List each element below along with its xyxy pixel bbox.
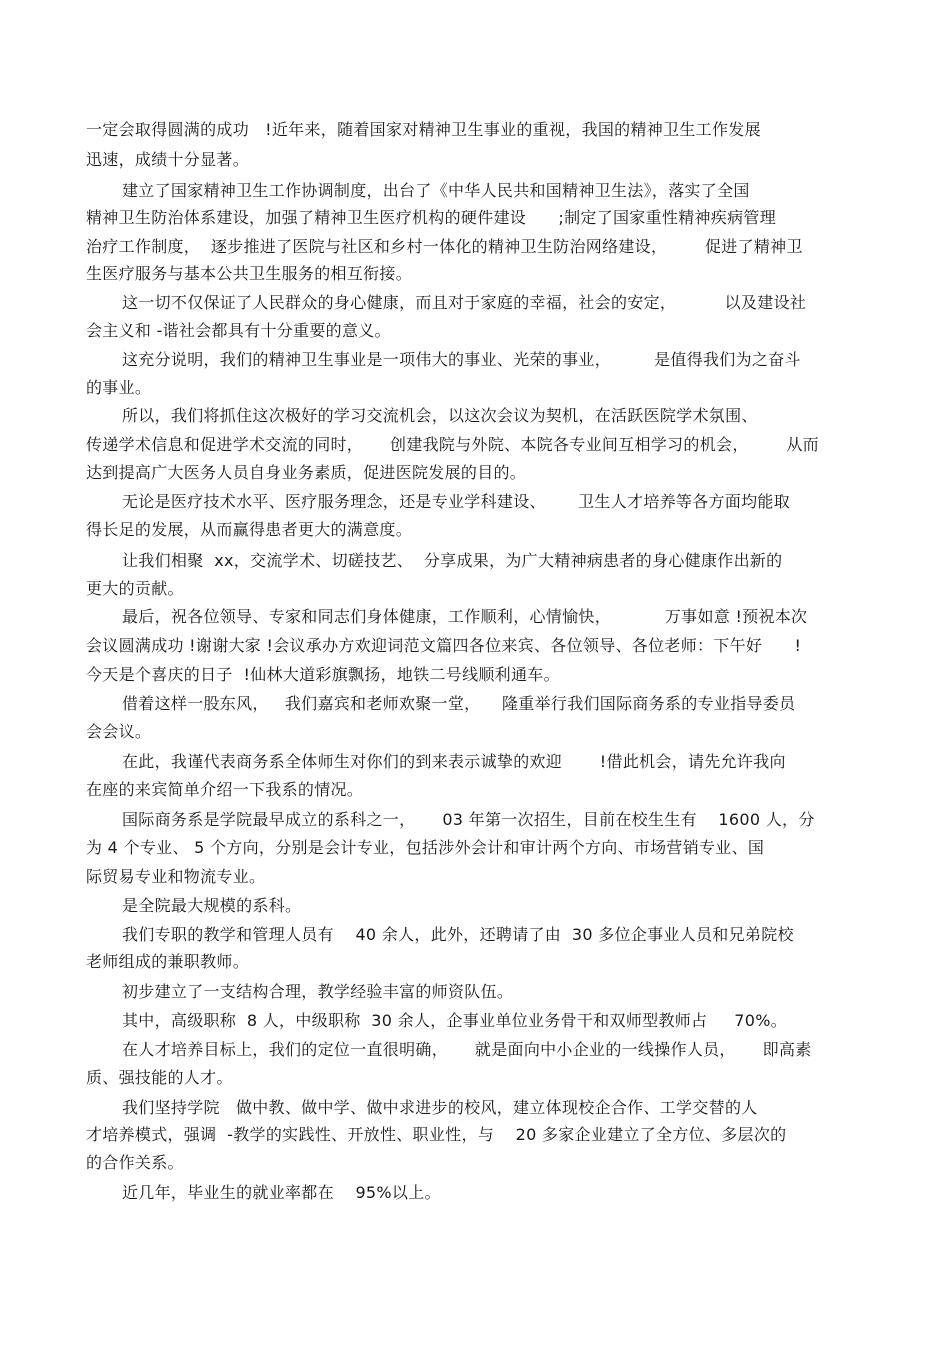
text-line: 会会议。	[86, 722, 152, 741]
text-line: 达到提高广大医务人员自身业务素质，促进医院发展的目的。	[86, 463, 527, 482]
text-line: 这充分说明，我们的精神卫生事业是一项伟大的事业、光荣的事业， 是值得我们为之奋斗	[122, 350, 801, 369]
text-line: 更大的贡献。	[86, 579, 184, 598]
text-line: 会议圆满成功 !谢谢大家 !会议承办方欢迎词范文篇四各位来宾、各位领导、各位老师：下午好 !	[86, 636, 802, 655]
text-line: 一定会取得圆满的成功 !近年来，随着国家对精神卫生事业的重视，我国的精神卫生工作发展	[86, 120, 761, 139]
text-line: 传递学术信息和促进学术交流的同时， 创建我院与外院、本院各专业间互相学习的机会， 从而	[86, 435, 819, 454]
text-line: 精神卫生防治体系建设，加强了精神卫生医疗机构的硬件建设 ;制定了国家重性精神疾病管理	[86, 208, 777, 227]
text-line: 近几年，毕业生的就业率都在 95%以上。	[122, 1183, 441, 1202]
text-line: 是全院最大规模的系科。	[122, 896, 302, 915]
text-line: 我们专职的教学和管理人员有 40 余人，此外，还聘请了由 30 多位企事业人员和兄弟院校	[122, 925, 794, 944]
text-line: 迅速，成绩十分显著。	[86, 150, 250, 169]
text-line: 初步建立了一支结构合理，教学经验丰富的师资队伍。	[122, 982, 514, 1001]
text-line: 的事业。	[86, 378, 152, 397]
text-line: 我们坚持学院 做中教、做中学、做中求进步的校风，建立体现校企合作、工学交替的人	[122, 1098, 758, 1117]
text-line: 让我们相聚 xx，交流学术、切磋技艺、 分享成果，为广大精神病患者的身心健康作出新的	[122, 551, 783, 570]
text-line: 在此，我谨代表商务系全体师生对你们的到来表示诚挚的欢迎 !借此机会，请先允许我向	[122, 752, 786, 771]
text-line: 最后，祝各位领导、专家和同志们身体健康，工作顺利，心情愉快， 万事如意 !预祝本次	[122, 607, 808, 626]
text-line: 今天是个喜庆的日子 !仙林大道彩旗飘扬，地铁二号线顺利通车。	[86, 665, 560, 684]
text-line: 其中，高级职称 8 人，中级职称 30 余人，企事业单位业务骨干和双师型教师占 70%。	[122, 1011, 788, 1030]
text-line: 这一切不仅保证了人民群众的身心健康，而且对于家庭的幸福，社会的安定， 以及建设社	[122, 293, 807, 312]
text-line: 在座的来宾简单介绍一下我系的情况。	[86, 780, 364, 799]
text-line: 的合作关系。	[86, 1153, 184, 1172]
text-line: 借着这样一股东风， 我们嘉宾和老师欢聚一堂， 隆重举行我们国际商务系的专业指导委员	[122, 694, 796, 713]
text-line: 际贸易专业和物流专业。	[86, 867, 266, 886]
text-line: 国际商务系是学院最早成立的系科之一， 03 年第一次招生，目前在校生生有 1600 人，分	[122, 810, 815, 829]
text-line: 在人才培养目标上，我们的定位一直很明确， 就是面向中小企业的一线操作人员， 即高素	[122, 1040, 812, 1059]
text-line: 无论是医疗技术水平、医疗服务理念，还是专业学科建设、 卫生人才培养等各方面均能取	[122, 492, 791, 511]
text-line: 治疗工作制度， 逐步推进了医院与社区和乡村一体化的精神卫生防治网络建设， 促进了精神卫	[86, 237, 803, 256]
text-line: 生医疗服务与基本公共卫生服务的相互衔接。	[86, 264, 413, 283]
text-line: 建立了国家精神卫生工作协调制度，出台了《中华人民共和国精神卫生法》，落实了全国	[122, 181, 750, 200]
text-line: 质、强技能的人才。	[86, 1068, 233, 1087]
text-line: 所以，我们将抓住这次极好的学习交流机会，以这次会议为契机，在活跃医院学术氛围、	[122, 406, 758, 425]
text-line: 会主义和 -谐社会都具有十分重要的意义。	[86, 321, 391, 340]
text-line: 得长足的发展，从而赢得患者更大的满意度。	[86, 520, 413, 539]
text-line: 为 4 个专业、 5 个方向，分别是会计专业，包括涉外会计和审计两个方向、市场营销专业、国	[86, 838, 765, 857]
text-line: 才培养模式，强调 -教学的实践性、开放性、职业性，与 20 多家企业建立了全方位、多层次的	[86, 1125, 787, 1144]
text-line: 老师组成的兼职教师。	[86, 952, 250, 971]
